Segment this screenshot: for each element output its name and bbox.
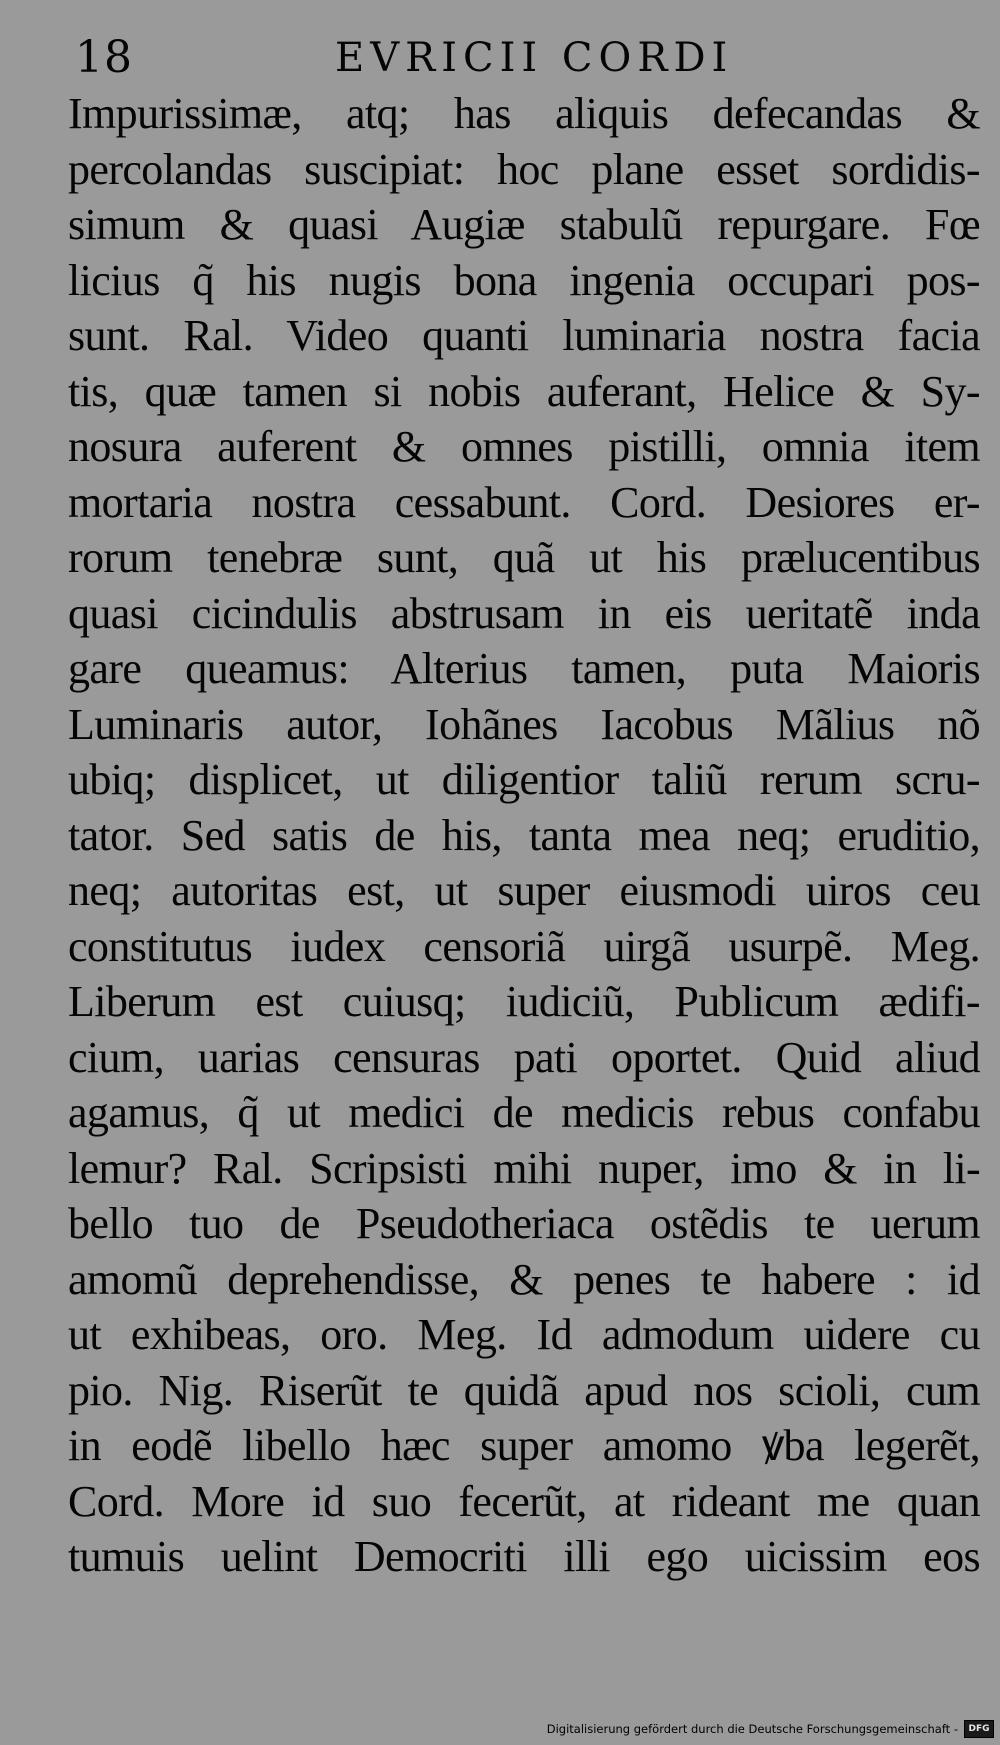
text-line: neq; autoritas est, ut super eiusmodi uiros ceu: [68, 866, 980, 915]
text-line: tis, quæ tamen si nobis auferant, Helice & Sy-: [68, 366, 980, 416]
text-line: sunt. Ral. Video quanti luminaria nostra facia: [68, 311, 980, 360]
page-number: 18: [75, 32, 133, 83]
text-line: Liberum est cuiusq; iudiciũ, Publicum ædifi-: [68, 977, 980, 1026]
text-line: Luminaris autor, Iohãnes Iacobus Mãlius nõ: [68, 699, 980, 749]
text-line: Cord. More id suo fecerũt, at rideant me quan: [68, 1476, 980, 1526]
text-line: pio. Nig. Riserũt te quidã apud nos scioli, cum: [68, 1365, 980, 1415]
text-line: nosura auferent & omnes pistilli, omnia item: [68, 422, 980, 471]
text-line: Impurissimæ, atq; has aliquis defecandas &: [68, 89, 980, 138]
funding-credit: Digitalisierung gefördert durch die Deutsche Forschungsgemeinschaft -: [546, 1722, 958, 1736]
text-line: amomũ deprehendisse, & penes te habere : id: [68, 1254, 980, 1304]
text-line: licius q̃ his nugis bona ingenia occupari pos-: [68, 255, 980, 305]
dfg-logo: DFG: [964, 1720, 994, 1738]
running-head: EVRICII CORDI: [335, 35, 734, 81]
text-line: percolandas suscipiat: hoc plane esset sordidis-: [68, 144, 980, 194]
text-line: cium, uarias censuras pati oportet. Quid aliud: [68, 1032, 980, 1082]
body-text: [68, 86, 980, 1585]
text-line: rorum tenebræ sunt, quã ut his prælucentibus: [68, 533, 980, 582]
text-line: in eodẽ libello hæc super amomo ꝟba legerẽt,: [68, 1421, 980, 1470]
text-line: bello tuo de Pseudotheriaca ostẽdis te uerum: [68, 1199, 980, 1248]
text-line: tator. Sed satis de his, tanta mea neq; eruditio,: [68, 810, 980, 860]
text-line: ut exhibeas, oro. Meg. Id admodum uidere cu: [68, 1310, 980, 1359]
text-line: ubiq; displicet, ut diligentior taliũ rerum scru-: [68, 755, 980, 804]
text-line: agamus, q̃ ut medici de medicis rebus confabu: [68, 1088, 980, 1137]
text-line: simum & quasi Augiæ stabulũ repurgare. Fœ: [68, 200, 980, 249]
text-line: quasi cicindulis abstrusam in eis ueritatẽ inda: [68, 588, 980, 638]
page-header: [75, 28, 975, 88]
text-line: gare queamus: Alterius tamen, puta Maioris: [68, 644, 980, 693]
text-line: constitutus iudex censoriã uirgã usurpẽ. Meg.: [68, 921, 980, 971]
text-line: tumuis uelint Democriti illi ego uicissim eos: [68, 1532, 980, 1581]
text-line: mortaria nostra cessabunt. Cord. Desiores er-: [68, 477, 980, 527]
digitization-footer: [547, 1718, 994, 1740]
text-line: lemur? Ral. Scripsisti mihi nuper, imo & in li-: [68, 1143, 980, 1193]
